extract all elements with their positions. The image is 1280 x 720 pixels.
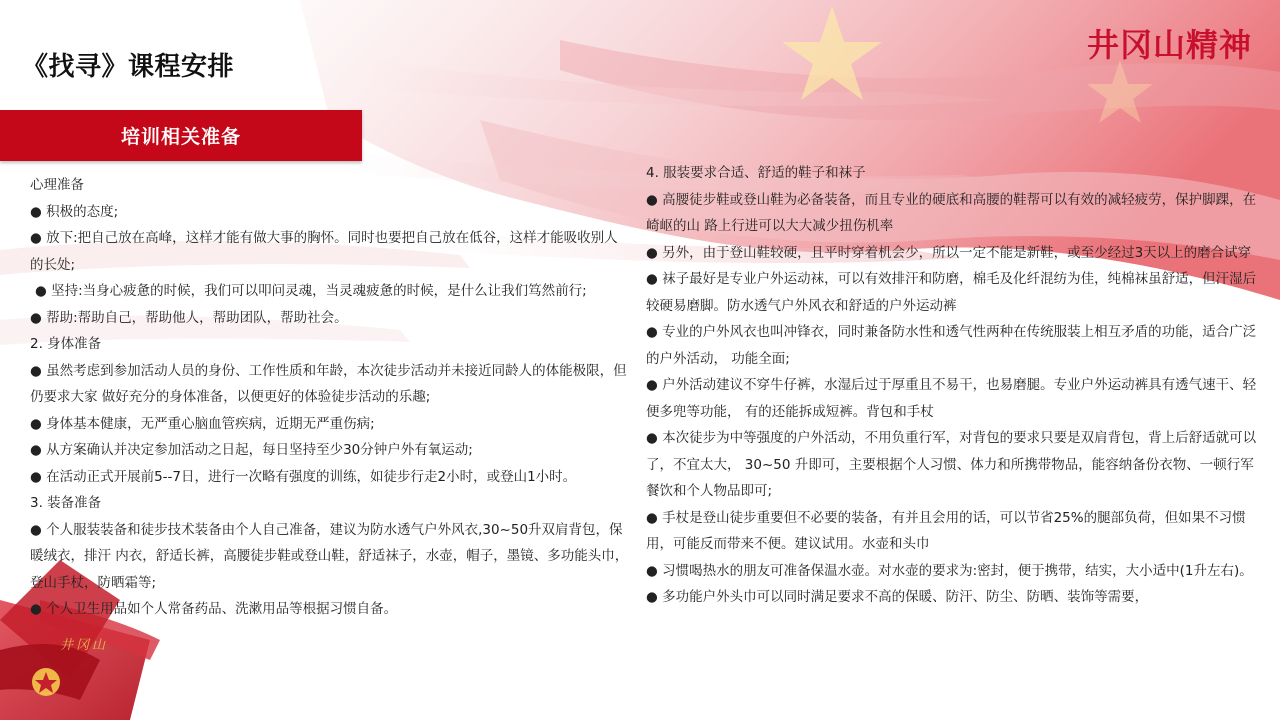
left-paragraph: ● 个人服装装备和徒步技术装备由个人自己准备，建议为防水透气户外风衣,30~50升双肩背包，保暖绒衣，排汗 内衣，舒适长裤，高腰徒步鞋或登山鞋，舒适袜子，水壶，帽子，墨镜、多功能头巾，登山手杖，防晒霜等; — [30, 521, 629, 591]
left-paragraph: ● 坚持:当身心疲惫的时候，我们可以叩问灵魂，当灵魂疲惫的时候，是什么让我们笃然前行; — [35, 283, 587, 299]
right-paragraph: 4. 服装要求合适、舒适的鞋子和袜子 — [646, 165, 866, 181]
left-paragraph: ● 帮助:帮助自己，帮助他人，帮助团队，帮助社会。 — [30, 309, 348, 326]
left-paragraph: 心理准备 — [30, 177, 84, 193]
left-paragraph: 3. 装备准备 — [30, 495, 102, 511]
right-paragraph: ● 本次徒步为中等强度的户外活动，不用负重行军，对背包的要求只要是双肩背包，背上后舒适就可以了，不宜太大， 30~50 升即可，主要根据个人习惯、体力和所携带物品，能容纳备份衣物、一顿行军餐饮和个人物品即可; — [646, 430, 1257, 499]
ribbon-badge-text: 井冈山 — [60, 638, 109, 653]
left-paragraph: 2. 身体准备 — [30, 336, 102, 352]
left-paragraph: ● 虽然考虑到参加活动人员的身份、工作性质和年龄，本次徒步活动并未接近同龄人的体能极限，但仍要求大家 做好充分的身体准备，以便更好的体验徒步活动的乐趣; — [30, 362, 627, 405]
left-paragraph: ● 在活动正式开展前5--7日，进行一次略有强度的训练，如徒步行走2小时，或登山1小时。 — [30, 468, 577, 485]
section-banner-label: 培训相关准备 — [120, 126, 241, 148]
page-title: 《找寻》课程安排 — [22, 52, 235, 82]
left-paragraph: ● 积极的态度; — [30, 203, 119, 220]
right-content-column — [646, 160, 1258, 611]
right-paragraph: ● 专业的户外风衣也叫冲锋衣，同时兼备防水性和透气性两种在传统服装上相互矛盾的功能，适合广泛的户外活动， 功能全面; — [646, 324, 1257, 367]
right-paragraph: ● 习惯喝热水的朋友可准备保温水壶。对水壶的要求为:密封，便于携带，结实，大小适中(1升左右)。 — [646, 562, 1253, 579]
right-paragraph: ● 高腰徒步鞋或登山鞋为必备装备，而且专业的硬底和高腰的鞋帮可以有效的减轻疲劳，保护脚踝，在崎岖的山 路上行进可以大大减少扭伤机率 — [646, 191, 1257, 234]
right-paragraph: ● 手杖是登山徒步重要但不必要的装备，有并且会用的话，可以节省25%的腿部负荷，但如果不习惯用，可能反而带来不便。建议试用。水壶和头巾 — [646, 509, 1246, 552]
left-paragraph: ● 从方案确认并决定参加活动之日起，每日坚持至少30分钟户外有氧运动; — [30, 442, 473, 458]
left-paragraph: ● 放下:把自己放在高峰，这样才能有做大事的胸怀。同时也要把自己放在低谷，这样才能吸收别人的长处; — [30, 230, 618, 273]
right-paragraph: ● 户外活动建议不穿牛仔裤，水湿后过于厚重且不易干，也易磨腿。专业户外运动裤具有透气速干、轻便多兜等功能， 有的还能拆成短裤。背包和手杖 — [646, 377, 1257, 420]
right-paragraph: ● 另外，由于登山鞋较硬，且平时穿着机会少，所以一定不能是新鞋，或至少经过3天以上的磨合试穿 — [646, 244, 1252, 261]
right-paragraph: ● 多功能户外头巾可以同时满足要求不高的保暖、防汗、防尘、防晒、装饰等需要， — [646, 589, 1149, 605]
left-content-column — [30, 172, 630, 623]
brand-title: 井冈山精神 — [1086, 26, 1252, 64]
right-paragraph: ● 袜子最好是专业户外运动袜，可以有效排汗和防磨，棉毛及化纤混纺为佳，纯棉袜虽舒适，但汗湿后较硬易磨脚。防水透气户外风衣和舒适的户外运动裤 — [646, 271, 1257, 314]
left-paragraph: ● 个人卫生用品如个人常备药品、洗漱用品等根据习惯自备。 — [30, 601, 398, 617]
left-paragraph: ● 身体基本健康，无严重心脑血管疾病，近期无严重伤病; — [30, 415, 375, 432]
section-banner — [0, 110, 362, 161]
